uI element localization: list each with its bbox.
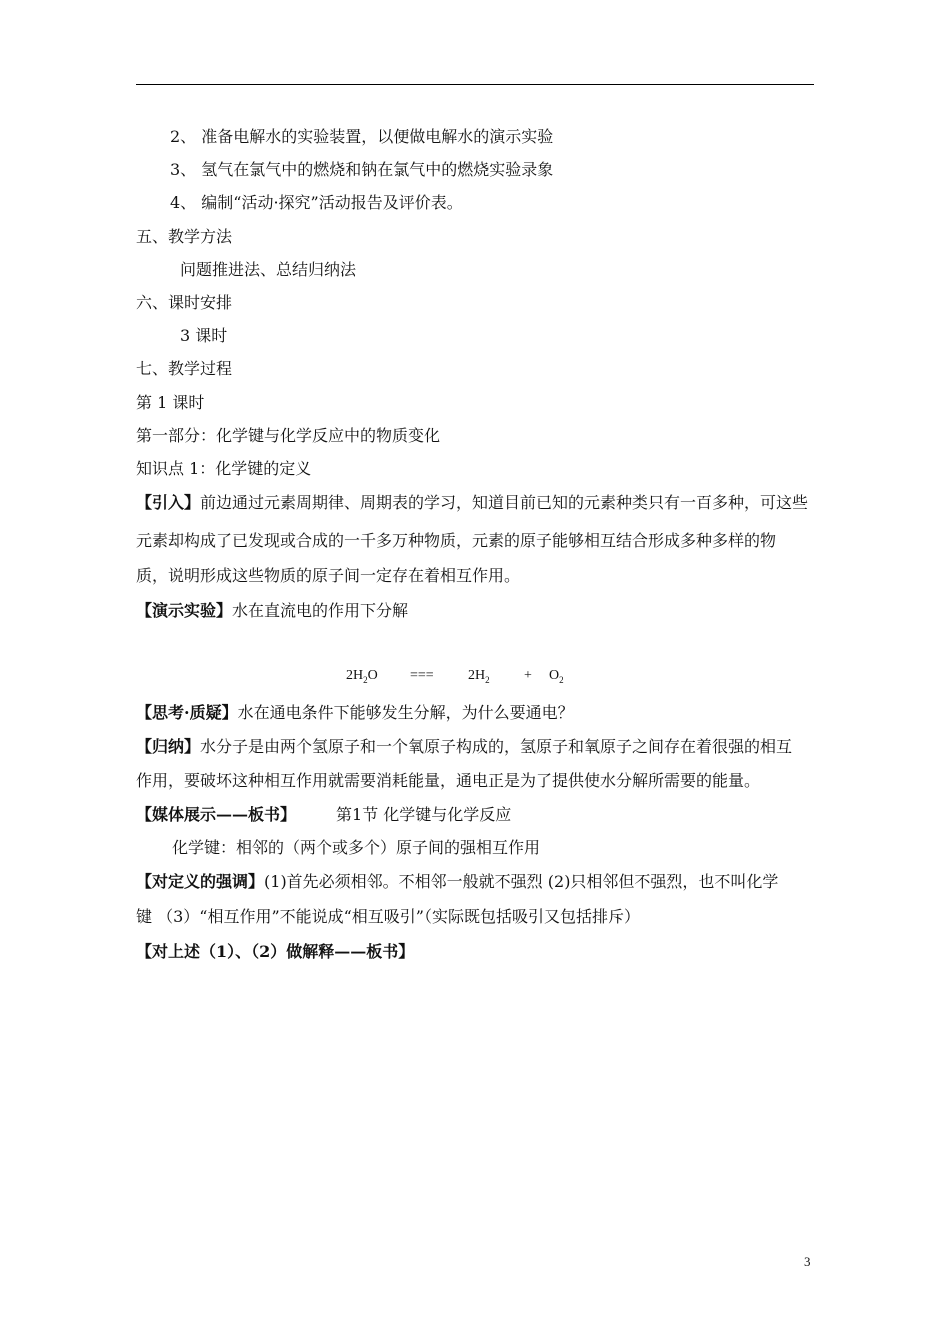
equation-lhs: $2H_2O$ [346, 668, 378, 685]
emphasis-line-2: 键 （3）“相互作用”不能说成“相互吸引”（实际既包括吸引又包括排斥） [136, 907, 640, 926]
section-7-heading: 七、教学过程 [136, 359, 233, 378]
think-tag: 【思考·质疑】 [136, 703, 238, 722]
think-line: 【思考·质疑】水在通电条件下能够发生分解，为什么要通电？ [136, 703, 574, 722]
section-6-body: 3 课时 [180, 326, 228, 345]
item-3: 3、 氢气在氯气中的燃烧和钠在氯气中的燃烧实验录象 [170, 160, 554, 179]
media-line: 【媒体展示——板书】 第1节 化学键与化学反应 [136, 805, 512, 824]
item-2: 2、 准备电解水的实验装置，以便做电解水的演示实验 [170, 127, 554, 146]
summary-line-2: 作用，要破坏这种相互作用就需要消耗能量，通电正是为了提供使水分解所需要的能量。 [136, 771, 761, 790]
section-5-body: 问题推进法、总结归纳法 [180, 260, 357, 279]
knowledge-point-1: 知识点 1：化学键的定义 [136, 459, 312, 478]
page-number: 3 [804, 1254, 811, 1269]
part-1-heading: 第一部分：化学键与化学反应中的物质变化 [136, 426, 441, 445]
section-6-heading: 六、课时安排 [136, 293, 233, 312]
lesson-1-label: 第 1 课时 [136, 393, 205, 412]
media-tag: 【媒体展示——板书】 [136, 805, 297, 824]
equation-arrow: === [410, 668, 434, 683]
equation-rhs-2: $O_2$ [549, 668, 564, 685]
emphasis-tag: 【对定义的强调】 [136, 872, 265, 891]
intro-line-3: 质，说明形成这些物质的原子间一定存在着相互作用。 [136, 566, 521, 585]
section-5-heading: 五、教学方法 [136, 227, 233, 246]
emphasis-line-1: 【对定义的强调】(1)首先必须相邻。不相邻一般就不强烈 (2)只相邻但不强烈，也不叫化学 [136, 872, 779, 891]
equation-plus: + [524, 668, 532, 683]
summary-line-1: 【归纳】水分子是由两个氢原子和一个氧原子构成的，氢原子和氧原子之间存在着很强的相互 [136, 737, 793, 756]
definition-line: 化学键：相邻的（两个或多个）原子间的强相互作用 [172, 838, 541, 857]
intro-tag: 【引入】 [136, 493, 201, 512]
demo-tag: 【演示实验】 [136, 601, 233, 620]
header-rule [136, 84, 814, 85]
item-4: 4、 编制“活动·探究”活动报告及评价表。 [170, 193, 463, 212]
explain-heading: 【对上述（1）、（2）做解释——板书】 [136, 942, 415, 961]
summary-tag: 【归纳】 [136, 737, 201, 756]
intro-line-2: 元素却构成了已发现或合成的一千多万种物质，元素的原子能够相互结合形成多种多样的物 [136, 531, 777, 550]
equation-rhs-1: $2H_2$ [468, 668, 490, 685]
intro-line-1: 【引入】前边通过元素周期律、周期表的学习，知道目前已知的元素种类只有一百多种，可这些 [136, 493, 809, 512]
demo-line: 【演示实验】水在直流电的作用下分解 [136, 601, 409, 620]
